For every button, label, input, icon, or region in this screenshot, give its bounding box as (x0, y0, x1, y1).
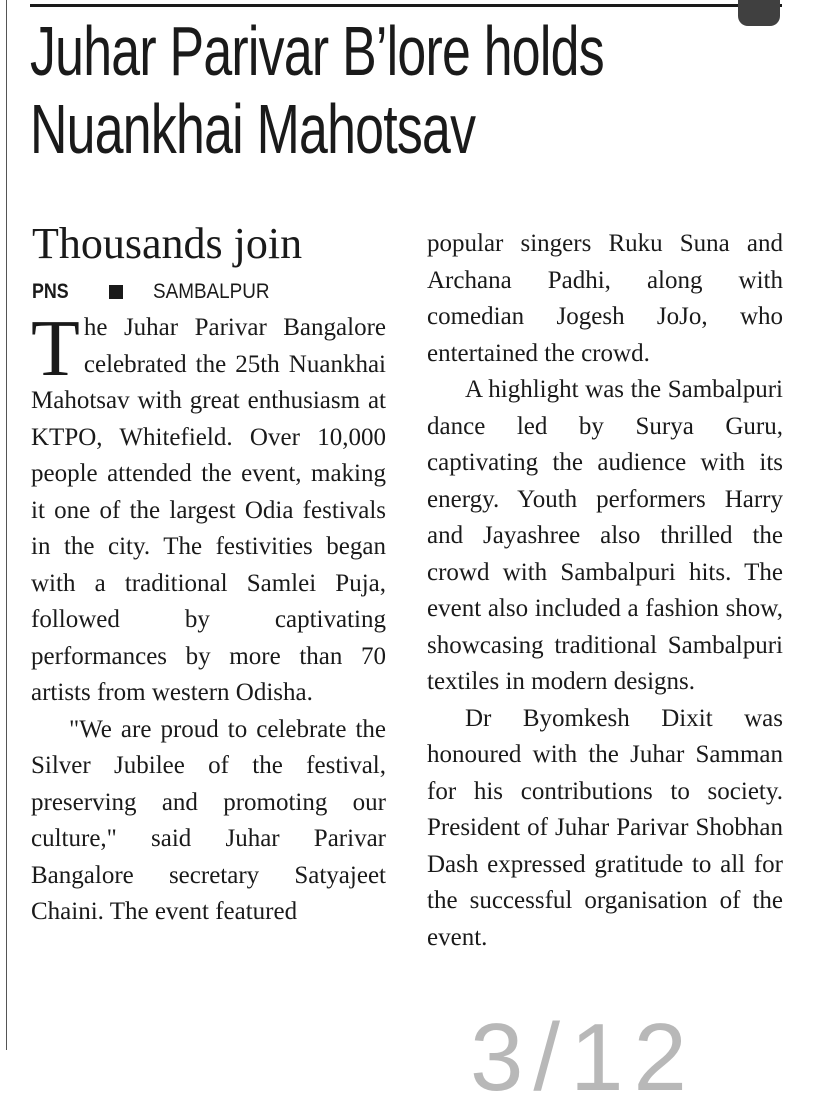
page-counter-overlay: 3/12 (470, 1004, 697, 1111)
headline-line-1: Juhar Parivar B’lore holds (30, 12, 604, 90)
paragraph-1 (31, 305, 386, 712)
byline (32, 278, 283, 306)
article-column-left (31, 305, 386, 931)
paragraph-4: Dr Byomkesh Dixit was honoured with the Juhar Samman for his contributions to society. President of Juhar Parivar Shobhan Dash expressed gratitude to all for the successful organisation of the event. (427, 704, 783, 951)
paragraph-2-continued: popular singers Ruku Suna and Archana Padhi, along with comedian Jogesh JoJo, who entertained the crowd. (427, 230, 783, 367)
paragraph-1-text: he Juhar Parivar Bangalore celebrated the 25th Nuankhai Mahotsav with great enthusiasm at KTPO, Whitefield. Over 10,000 people attended the event, making it one of the largest Odia festivals in the city. The festivities began with a traditional Samlei Puja, followed by captivating performances by more than 70 artists from western Odisha. (31, 314, 386, 706)
dateline: SAMBALPUR (153, 280, 270, 303)
corner-badge[interactable] (738, 0, 780, 26)
subheadline: Thousands join (32, 219, 303, 268)
paragraph-3: A highlight was the Sambalpuri dance led by Surya Guru, captivating the audience with its energy. Youth performers Harry and Jayashree also thrilled the crowd with Sambalpuri hits. The event also included a fashion show, showcasing traditional Sambalpuri textiles in modern designs. (427, 376, 783, 695)
square-bullet-icon (109, 285, 123, 299)
article-column-right (427, 226, 783, 956)
news-agency: PNS (32, 280, 69, 303)
headline (30, 12, 604, 168)
top-rule (30, 4, 782, 7)
column-border-left (6, 0, 7, 1050)
paragraph-2: "We are proud to celebrate the Silver Jubilee of the festival, preserving and promoting our culture," said Juhar Parivar Bangalore secretary Satyajeet Chaini. The event featured (31, 715, 386, 925)
headline-line-2: Nuankhai Mahotsav (30, 90, 476, 168)
drop-cap: T (31, 305, 80, 393)
